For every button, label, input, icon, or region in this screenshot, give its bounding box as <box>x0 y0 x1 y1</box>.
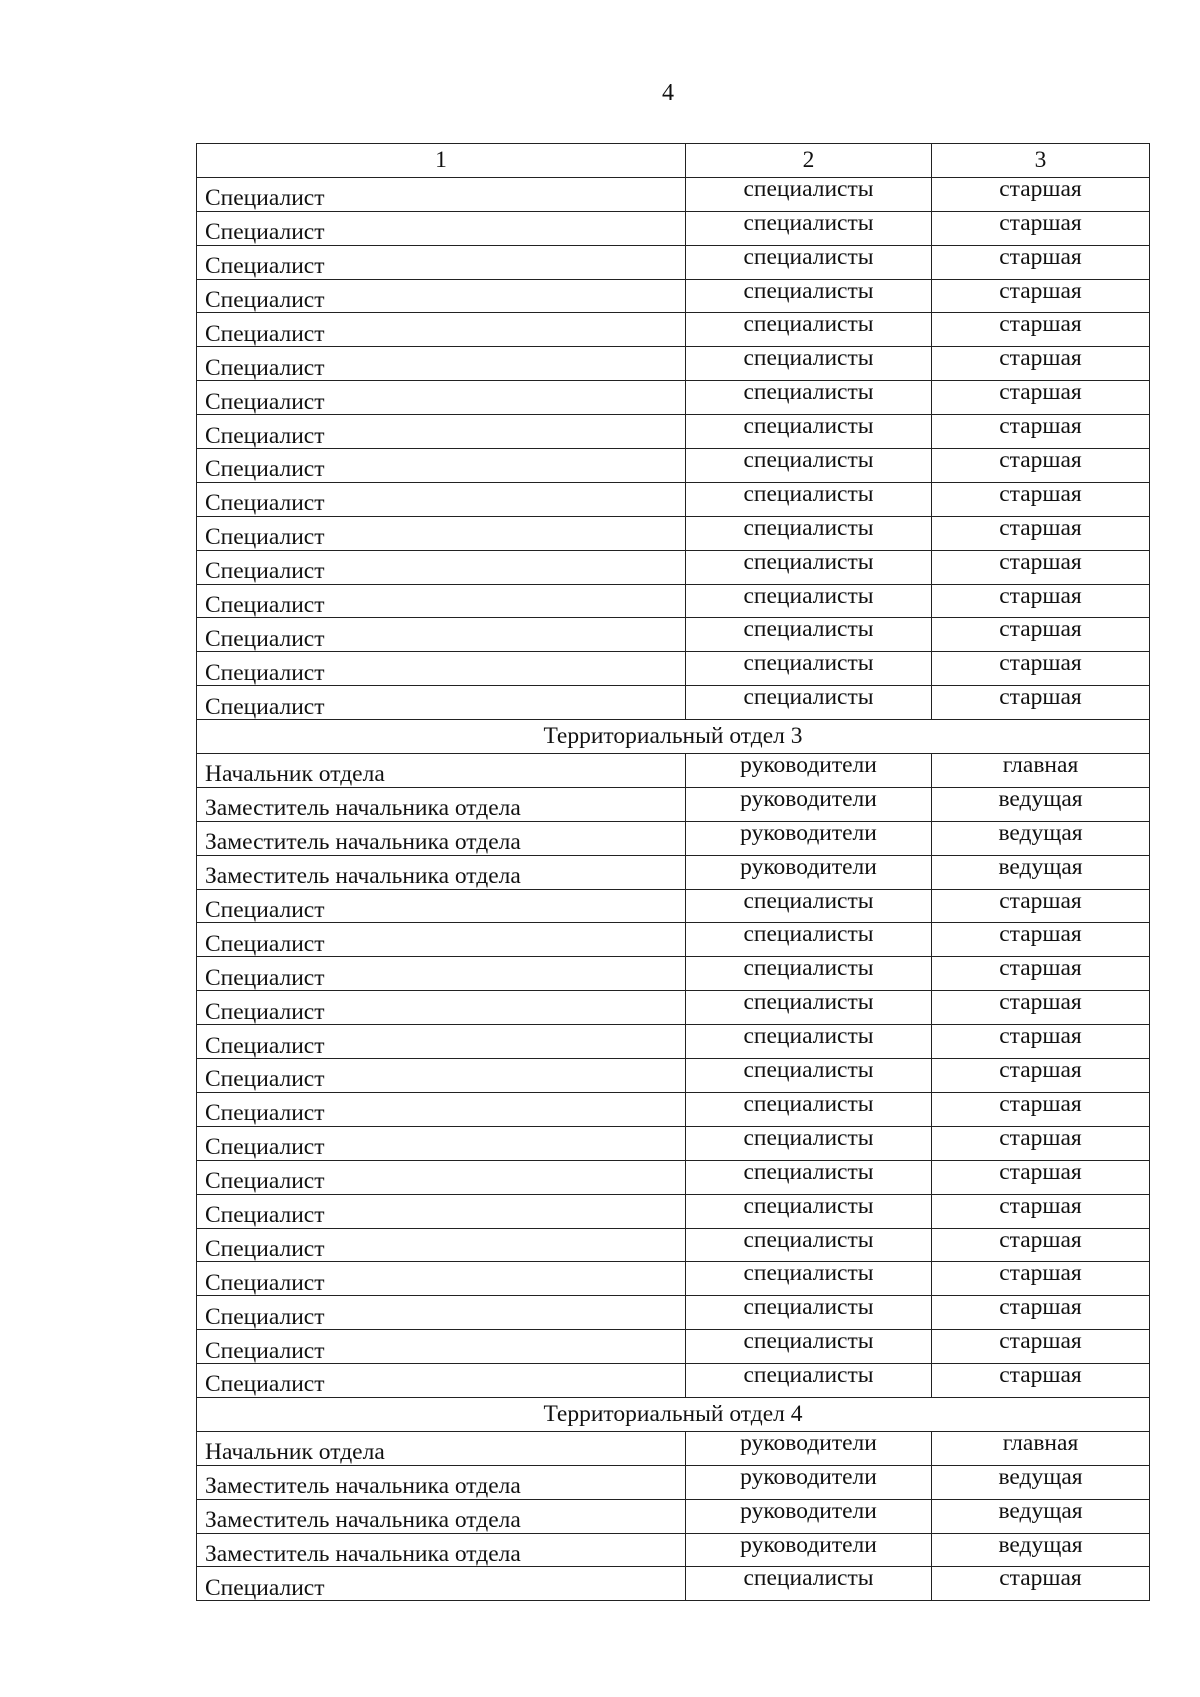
table-row <box>197 381 1150 415</box>
group-cell: старшая <box>932 245 1150 279</box>
group-cell: старшая <box>932 889 1150 923</box>
table-row <box>197 1092 1150 1126</box>
column-header-2: 2 <box>686 144 932 178</box>
category-cell: специалисты <box>686 584 932 618</box>
page-number: 4 <box>662 80 674 106</box>
table-row <box>197 787 1150 821</box>
group-cell: старшая <box>932 211 1150 245</box>
table-row <box>197 889 1150 923</box>
table-row <box>197 1025 1150 1059</box>
group-cell: старшая <box>932 279 1150 313</box>
group-cell: ведущая <box>932 1465 1150 1499</box>
category-cell: специалисты <box>686 1194 932 1228</box>
category-cell: специалисты <box>686 211 932 245</box>
position-cell: Специалист <box>197 177 686 211</box>
position-cell: Заместитель начальника отдела <box>197 1465 686 1499</box>
group-cell: старшая <box>932 177 1150 211</box>
table-body <box>197 177 1150 1600</box>
table-row <box>197 245 1150 279</box>
category-cell: специалисты <box>686 313 932 347</box>
table-row <box>197 1330 1150 1364</box>
group-cell: старшая <box>932 1126 1150 1160</box>
category-cell: специалисты <box>686 245 932 279</box>
table-row <box>197 855 1150 889</box>
position-cell: Заместитель начальника отдела <box>197 787 686 821</box>
position-cell: Специалист <box>197 313 686 347</box>
group-cell: старшая <box>932 1092 1150 1126</box>
group-cell: старшая <box>932 415 1150 449</box>
category-cell: специалисты <box>686 1567 932 1601</box>
group-cell: старшая <box>932 550 1150 584</box>
position-cell: Специалист <box>197 584 686 618</box>
group-cell: ведущая <box>932 1499 1150 1533</box>
category-cell: специалисты <box>686 1059 932 1093</box>
table-row <box>197 550 1150 584</box>
table-row <box>197 821 1150 855</box>
category-cell: специалисты <box>686 1126 932 1160</box>
position-cell: Специалист <box>197 347 686 381</box>
table-row <box>197 415 1150 449</box>
category-cell: специалисты <box>686 449 932 483</box>
category-cell: специалисты <box>686 991 932 1025</box>
category-cell: руководители <box>686 1431 932 1465</box>
category-cell: специалисты <box>686 1025 932 1059</box>
category-cell: специалисты <box>686 482 932 516</box>
table-row <box>197 957 1150 991</box>
category-cell: руководители <box>686 855 932 889</box>
column-header-3: 3 <box>932 144 1150 178</box>
position-cell: Специалист <box>197 1059 686 1093</box>
table-row <box>197 1262 1150 1296</box>
position-cell: Специалист <box>197 1262 686 1296</box>
group-cell: старшая <box>932 482 1150 516</box>
position-cell: Специалист <box>197 550 686 584</box>
category-cell: специалисты <box>686 652 932 686</box>
group-cell: старшая <box>932 1262 1150 1296</box>
category-cell: руководители <box>686 1465 932 1499</box>
section-row <box>197 1397 1150 1431</box>
table-row <box>197 482 1150 516</box>
position-cell: Специалист <box>197 686 686 720</box>
position-cell: Специалист <box>197 1126 686 1160</box>
position-cell: Специалист <box>197 618 686 652</box>
table-row <box>197 516 1150 550</box>
position-cell: Специалист <box>197 991 686 1025</box>
position-cell: Специалист <box>197 482 686 516</box>
category-cell: специалисты <box>686 1262 932 1296</box>
position-cell: Начальник отдела <box>197 1431 686 1465</box>
category-cell: специалисты <box>686 415 932 449</box>
category-cell: руководители <box>686 1533 932 1567</box>
group-cell: старшая <box>932 1194 1150 1228</box>
category-cell: специалисты <box>686 686 932 720</box>
group-cell: старшая <box>932 923 1150 957</box>
group-cell: ведущая <box>932 787 1150 821</box>
category-cell: специалисты <box>686 957 932 991</box>
group-cell: старшая <box>932 449 1150 483</box>
group-cell: ведущая <box>932 855 1150 889</box>
group-cell: старшая <box>932 381 1150 415</box>
position-cell: Специалист <box>197 516 686 550</box>
staff-table <box>196 143 1150 1601</box>
position-cell: Специалист <box>197 957 686 991</box>
category-cell: специалисты <box>686 1092 932 1126</box>
position-cell: Начальник отдела <box>197 754 686 788</box>
position-cell: Заместитель начальника отдела <box>197 1499 686 1533</box>
table-row <box>197 991 1150 1025</box>
position-cell: Специалист <box>197 211 686 245</box>
position-cell: Специалист <box>197 1025 686 1059</box>
position-cell: Специалист <box>197 1364 686 1398</box>
table-row <box>197 279 1150 313</box>
table-row <box>197 1059 1150 1093</box>
category-cell: руководители <box>686 787 932 821</box>
category-cell: специалисты <box>686 923 932 957</box>
group-cell: старшая <box>932 618 1150 652</box>
position-cell: Специалист <box>197 923 686 957</box>
position-cell: Специалист <box>197 1160 686 1194</box>
table-row <box>197 1296 1150 1330</box>
table-row <box>197 211 1150 245</box>
table-row <box>197 652 1150 686</box>
position-cell: Специалист <box>197 415 686 449</box>
group-cell: главная <box>932 1431 1150 1465</box>
position-cell: Специалист <box>197 245 686 279</box>
category-cell: специалисты <box>686 1364 932 1398</box>
section-row <box>197 720 1150 754</box>
position-cell: Специалист <box>197 889 686 923</box>
position-cell: Специалист <box>197 1567 686 1601</box>
position-cell: Специалист <box>197 1228 686 1262</box>
section-title: Территориальный отдел 3 <box>197 720 1150 754</box>
column-header-1: 1 <box>197 144 686 178</box>
position-cell: Специалист <box>197 279 686 313</box>
group-cell: старшая <box>932 991 1150 1025</box>
group-cell: старшая <box>932 1160 1150 1194</box>
category-cell: специалисты <box>686 550 932 584</box>
table-row <box>197 1499 1150 1533</box>
group-cell: ведущая <box>932 1533 1150 1567</box>
table-row <box>197 1465 1150 1499</box>
group-cell: старшая <box>932 957 1150 991</box>
table-row <box>197 449 1150 483</box>
category-cell: руководители <box>686 1499 932 1533</box>
table-row <box>197 1194 1150 1228</box>
position-cell: Специалист <box>197 449 686 483</box>
table-row <box>197 618 1150 652</box>
position-cell: Заместитель начальника отдела <box>197 855 686 889</box>
table-row <box>197 177 1150 211</box>
group-cell: старшая <box>932 347 1150 381</box>
header-row <box>197 144 1150 178</box>
position-cell: Заместитель начальника отдела <box>197 821 686 855</box>
group-cell: старшая <box>932 1364 1150 1398</box>
category-cell: руководители <box>686 754 932 788</box>
category-cell: специалисты <box>686 279 932 313</box>
table-row <box>197 347 1150 381</box>
category-cell: специалисты <box>686 618 932 652</box>
section-title: Территориальный отдел 4 <box>197 1397 1150 1431</box>
table-row <box>197 1160 1150 1194</box>
group-cell: старшая <box>932 1567 1150 1601</box>
category-cell: специалисты <box>686 516 932 550</box>
table-row <box>197 754 1150 788</box>
group-cell: старшая <box>932 1059 1150 1093</box>
group-cell: старшая <box>932 584 1150 618</box>
position-cell: Специалист <box>197 1092 686 1126</box>
table-row <box>197 923 1150 957</box>
group-cell: старшая <box>932 1296 1150 1330</box>
table-row <box>197 1431 1150 1465</box>
table-row <box>197 1533 1150 1567</box>
category-cell: специалисты <box>686 177 932 211</box>
table-row <box>197 1364 1150 1398</box>
position-cell: Заместитель начальника отдела <box>197 1533 686 1567</box>
category-cell: руководители <box>686 821 932 855</box>
category-cell: специалисты <box>686 1330 932 1364</box>
category-cell: специалисты <box>686 381 932 415</box>
table-row <box>197 313 1150 347</box>
table-row <box>197 1567 1150 1601</box>
category-cell: специалисты <box>686 1296 932 1330</box>
category-cell: специалисты <box>686 1160 932 1194</box>
category-cell: специалисты <box>686 889 932 923</box>
group-cell: старшая <box>932 652 1150 686</box>
group-cell: старшая <box>932 1228 1150 1262</box>
position-cell: Специалист <box>197 1330 686 1364</box>
position-cell: Специалист <box>197 1296 686 1330</box>
position-cell: Специалист <box>197 1194 686 1228</box>
group-cell: старшая <box>932 313 1150 347</box>
table-row <box>197 1228 1150 1262</box>
table-row <box>197 1126 1150 1160</box>
table-row <box>197 584 1150 618</box>
group-cell: главная <box>932 754 1150 788</box>
category-cell: специалисты <box>686 347 932 381</box>
group-cell: ведущая <box>932 821 1150 855</box>
group-cell: старшая <box>932 1025 1150 1059</box>
category-cell: специалисты <box>686 1228 932 1262</box>
group-cell: старшая <box>932 1330 1150 1364</box>
group-cell: старшая <box>932 516 1150 550</box>
group-cell: старшая <box>932 686 1150 720</box>
table-row <box>197 686 1150 720</box>
position-cell: Специалист <box>197 652 686 686</box>
position-cell: Специалист <box>197 381 686 415</box>
